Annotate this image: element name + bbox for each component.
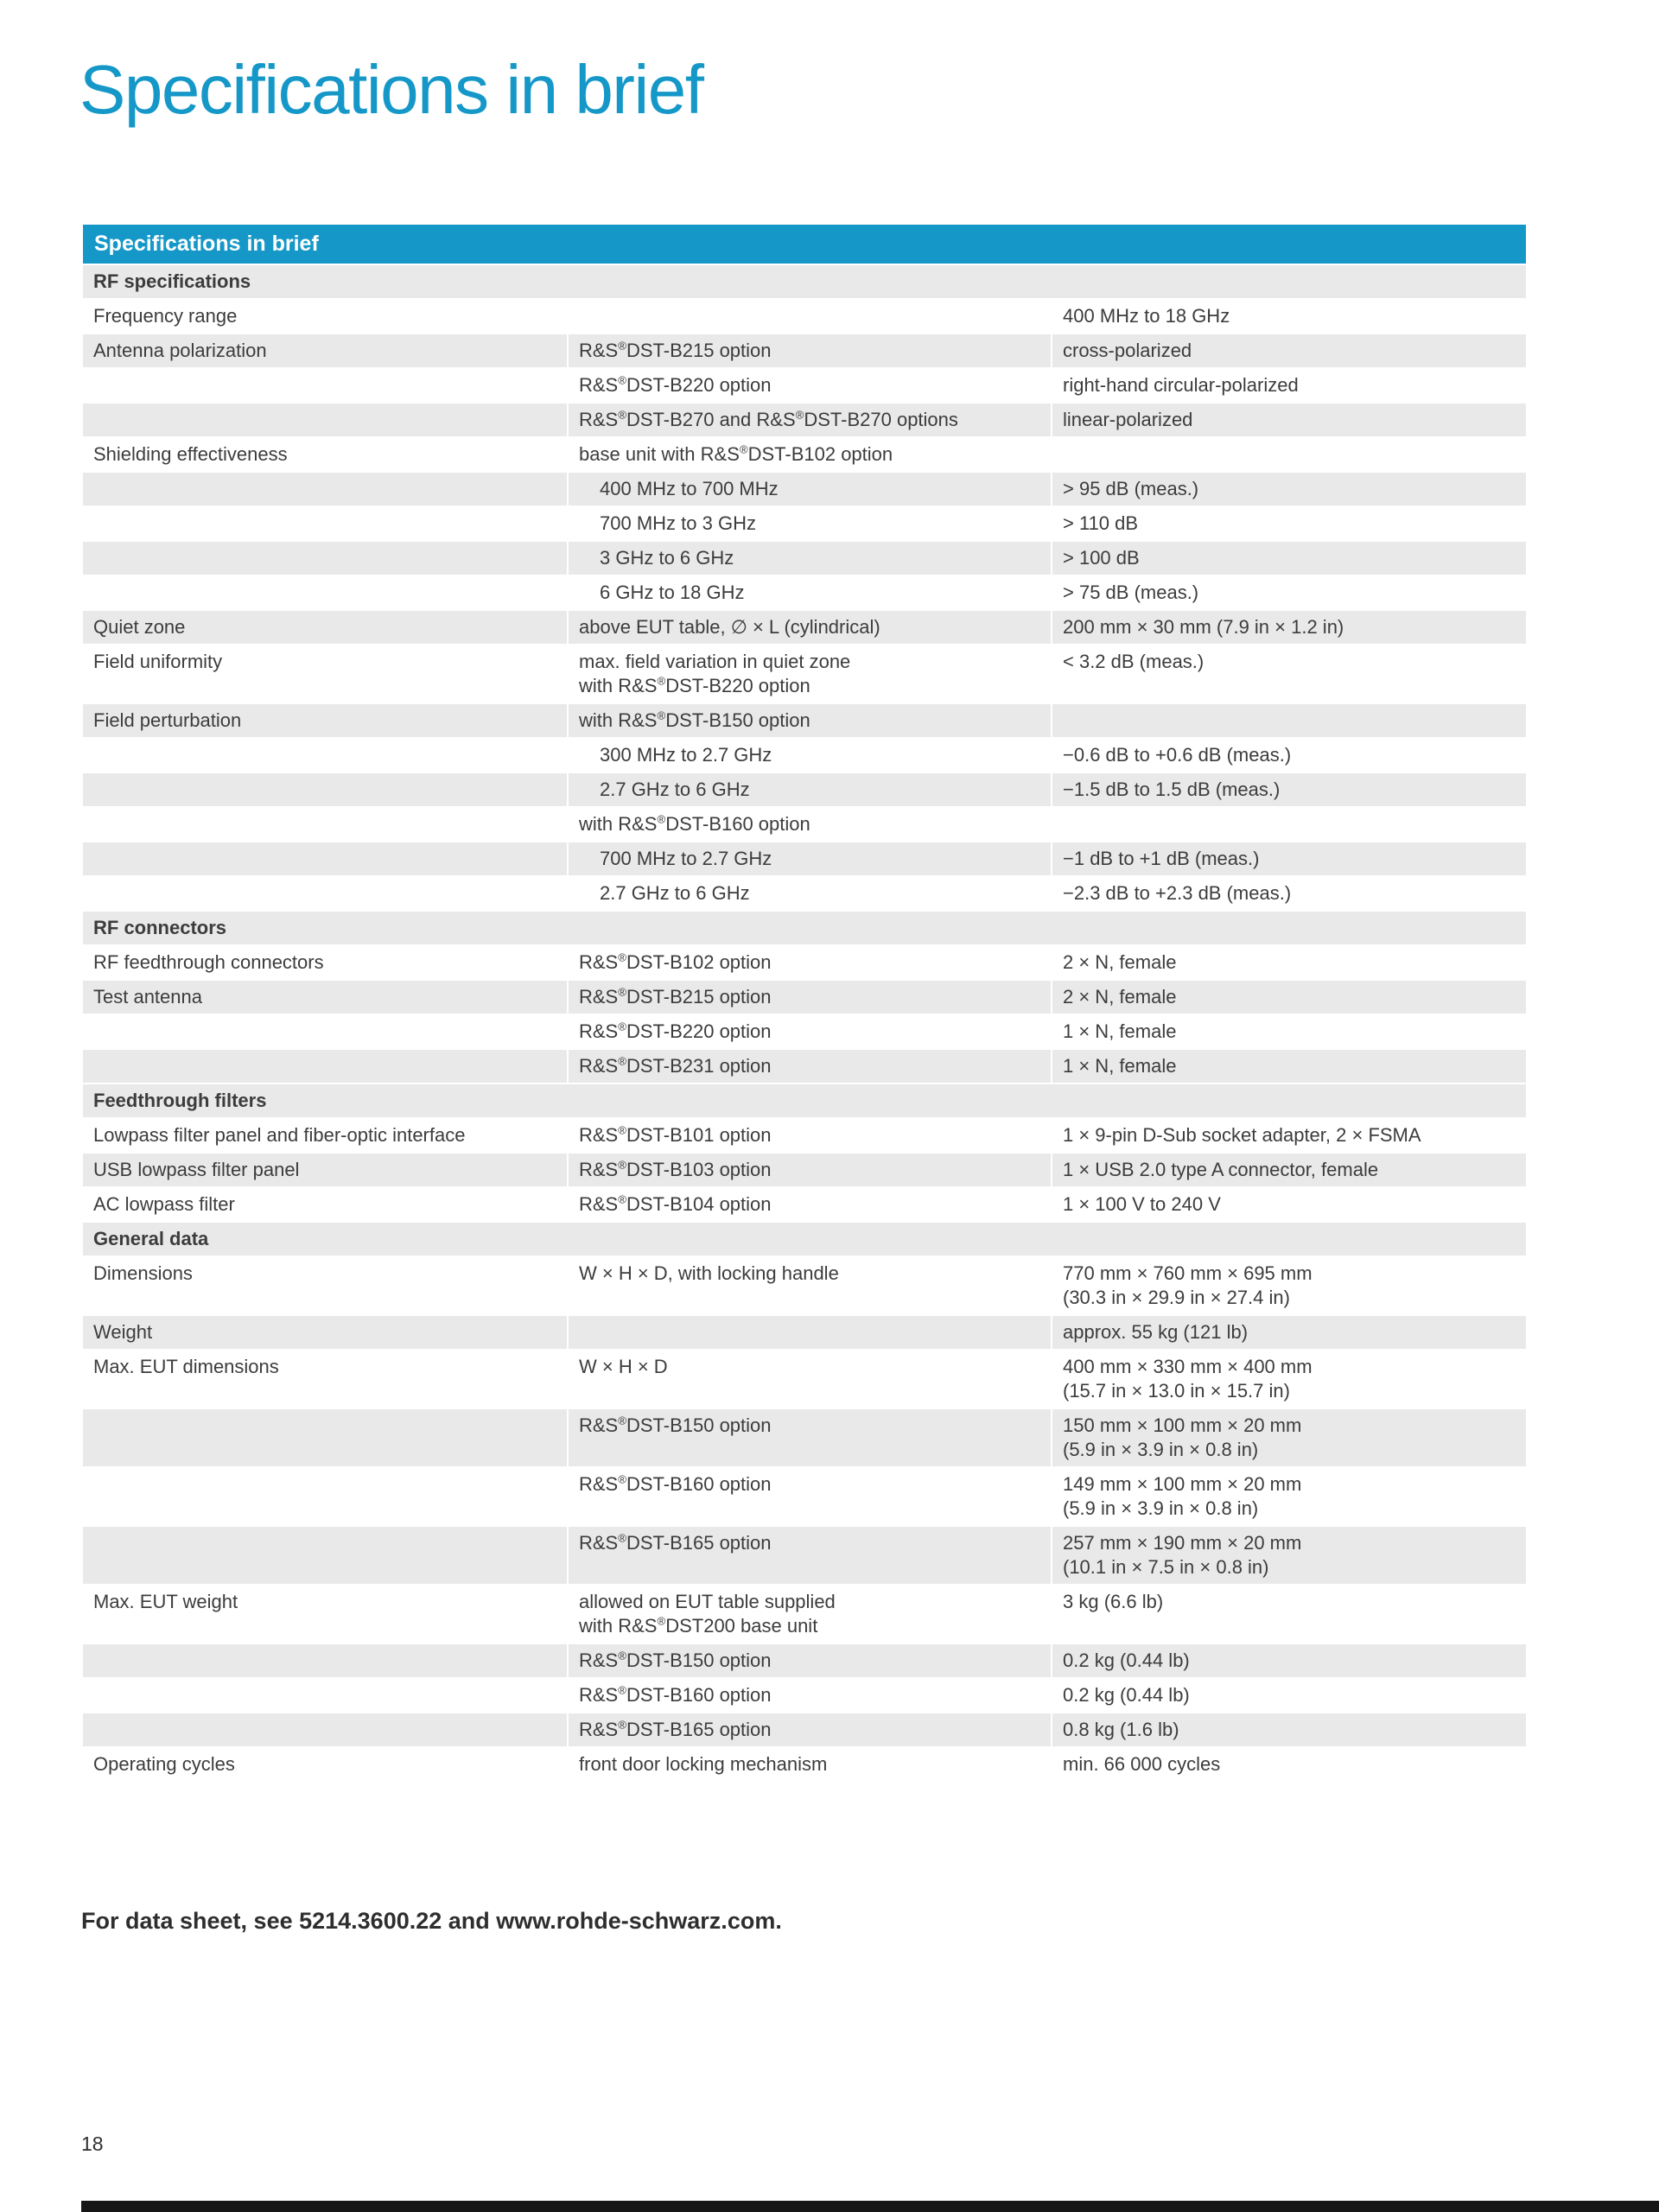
cell-condition: 2.7 GHz to 6 GHz xyxy=(568,876,1052,911)
cell-condition: 400 MHz to 700 MHz xyxy=(568,472,1052,506)
cell-value: 1 × 100 V to 240 V xyxy=(1052,1187,1527,1222)
table-row xyxy=(82,472,1527,506)
cell-condition: R&S®DST-B160 option xyxy=(568,1678,1052,1713)
cell-condition: R&S®DST-B160 option xyxy=(568,1467,1052,1526)
page-title: Specifications in brief xyxy=(79,51,703,128)
cell-condition xyxy=(568,299,1052,334)
cell-value: 3 kg (6.6 lb) xyxy=(1052,1585,1527,1643)
cell-parameter: Lowpass filter panel and fiber-optic interface xyxy=(82,1118,568,1153)
table-row xyxy=(82,1526,1527,1585)
cell-value: min. 66 000 cycles xyxy=(1052,1747,1527,1782)
table-row xyxy=(82,1256,1527,1315)
cell-value: 150 mm × 100 mm × 20 mm (5.9 in × 3.9 in × 0.8 in) xyxy=(1052,1408,1527,1467)
table-row xyxy=(82,334,1527,368)
cell-value: −1.5 dB to 1.5 dB (meas.) xyxy=(1052,772,1527,807)
cell-condition: R&S®DST-B150 option xyxy=(568,1408,1052,1467)
section-title: General data xyxy=(82,1222,1527,1256)
table-row xyxy=(82,437,1527,472)
table-row xyxy=(82,1408,1527,1467)
registered-mark: ® xyxy=(618,1718,626,1732)
cell-parameter: Shielding effectiveness xyxy=(82,437,568,472)
section-title: RF specifications xyxy=(82,264,1527,299)
cell-value: 770 mm × 760 mm × 695 mm (30.3 in × 29.9 in × 27.4 in) xyxy=(1052,1256,1527,1315)
cell-parameter xyxy=(82,807,568,842)
registered-mark: ® xyxy=(618,1020,626,1033)
cell-condition: R&S®DST-B215 option xyxy=(568,980,1052,1014)
cell-value: > 95 dB (meas.) xyxy=(1052,472,1527,506)
section-title: RF connectors xyxy=(82,911,1527,945)
cell-value: 2 × N, female xyxy=(1052,980,1527,1014)
table-row xyxy=(82,772,1527,807)
table-row xyxy=(82,980,1527,1014)
registered-mark: ® xyxy=(618,339,626,353)
cell-parameter xyxy=(82,1643,568,1678)
cell-value: 0.2 kg (0.44 lb) xyxy=(1052,1643,1527,1678)
cell-parameter xyxy=(82,1526,568,1585)
specifications-table xyxy=(81,223,1528,1783)
cell-condition: 2.7 GHz to 6 GHz xyxy=(568,772,1052,807)
registered-mark: ® xyxy=(618,1054,626,1068)
cell-parameter xyxy=(82,506,568,541)
cell-value: 200 mm × 30 mm (7.9 in × 1.2 in) xyxy=(1052,610,1527,645)
cell-parameter: USB lowpass filter panel xyxy=(82,1153,568,1187)
cell-value: 0.2 kg (0.44 lb) xyxy=(1052,1678,1527,1713)
cell-condition: 300 MHz to 2.7 GHz xyxy=(568,738,1052,772)
cell-parameter xyxy=(82,738,568,772)
cell-value: −2.3 dB to +2.3 dB (meas.) xyxy=(1052,876,1527,911)
cell-parameter xyxy=(82,1049,568,1084)
table-title-bar: Specifications in brief xyxy=(82,224,1527,264)
cell-value xyxy=(1052,807,1527,842)
table-row xyxy=(82,645,1527,703)
cell-value: > 100 dB xyxy=(1052,541,1527,575)
cell-value: 1 × N, female xyxy=(1052,1049,1527,1084)
cell-value: cross-polarized xyxy=(1052,334,1527,368)
registered-mark: ® xyxy=(618,373,626,387)
cell-parameter xyxy=(82,1408,568,1467)
table-row xyxy=(82,945,1527,980)
cell-parameter: Antenna polarization xyxy=(82,334,568,368)
registered-mark: ® xyxy=(657,1614,666,1628)
cell-condition: 3 GHz to 6 GHz xyxy=(568,541,1052,575)
cell-value: 1 × 9-pin D-Sub socket adapter, 2 × FSMA xyxy=(1052,1118,1527,1153)
cell-parameter xyxy=(82,772,568,807)
table-row xyxy=(82,1350,1527,1408)
cell-value: approx. 55 kg (121 lb) xyxy=(1052,1315,1527,1350)
cell-value: right-hand circular-polarized xyxy=(1052,368,1527,403)
cell-condition: front door locking mechanism xyxy=(568,1747,1052,1782)
cell-parameter: Field uniformity xyxy=(82,645,568,703)
registered-mark: ® xyxy=(618,1158,626,1172)
registered-mark: ® xyxy=(657,709,666,722)
cell-parameter xyxy=(82,541,568,575)
cell-value: 149 mm × 100 mm × 20 mm (5.9 in × 3.9 in × 0.8 in) xyxy=(1052,1467,1527,1526)
table-section-row xyxy=(82,264,1527,299)
registered-mark: ® xyxy=(618,1414,626,1427)
cell-condition: W × H × D, with locking handle xyxy=(568,1256,1052,1315)
table-row xyxy=(82,506,1527,541)
cell-parameter: Test antenna xyxy=(82,980,568,1014)
table-row xyxy=(82,1118,1527,1153)
cell-value: > 75 dB (meas.) xyxy=(1052,575,1527,610)
table-row xyxy=(82,575,1527,610)
registered-mark: ® xyxy=(618,1472,626,1486)
table-row xyxy=(82,738,1527,772)
table-row xyxy=(82,1585,1527,1643)
cell-value xyxy=(1052,437,1527,472)
registered-mark: ® xyxy=(618,1683,626,1697)
cell-parameter xyxy=(82,403,568,437)
cell-value: linear-polarized xyxy=(1052,403,1527,437)
table-row xyxy=(82,368,1527,403)
page-edge-bar xyxy=(81,2201,1659,2212)
cell-parameter xyxy=(82,575,568,610)
cell-parameter xyxy=(82,842,568,876)
cell-parameter: AC lowpass filter xyxy=(82,1187,568,1222)
cell-value: 400 MHz to 18 GHz xyxy=(1052,299,1527,334)
cell-parameter xyxy=(82,368,568,403)
registered-mark: ® xyxy=(618,1123,626,1137)
table-row xyxy=(82,1014,1527,1049)
cell-parameter: Field perturbation xyxy=(82,703,568,738)
cell-condition: R&S®DST-B220 option xyxy=(568,1014,1052,1049)
cell-parameter xyxy=(82,472,568,506)
cell-condition: R&S®DST-B220 option xyxy=(568,368,1052,403)
cell-condition: R&S®DST-B165 option xyxy=(568,1526,1052,1585)
registered-mark: ® xyxy=(618,408,626,422)
cell-value: < 3.2 dB (meas.) xyxy=(1052,645,1527,703)
cell-parameter: Max. EUT weight xyxy=(82,1585,568,1643)
table-section-row xyxy=(82,1084,1527,1118)
table-section-row xyxy=(82,1222,1527,1256)
cell-parameter: Dimensions xyxy=(82,1256,568,1315)
registered-mark: ® xyxy=(618,950,626,964)
cell-value: 2 × N, female xyxy=(1052,945,1527,980)
cell-parameter: Operating cycles xyxy=(82,1747,568,1782)
cell-value: 400 mm × 330 mm × 400 mm (15.7 in × 13.0 in × 15.7 in) xyxy=(1052,1350,1527,1408)
cell-condition: R&S®DST-B215 option xyxy=(568,334,1052,368)
table-body xyxy=(82,264,1527,1782)
table-row xyxy=(82,1678,1527,1713)
cell-condition: R&S®DST-B102 option xyxy=(568,945,1052,980)
cell-value: 1 × USB 2.0 type A connector, female xyxy=(1052,1153,1527,1187)
cell-condition: R&S®DST-B103 option xyxy=(568,1153,1052,1187)
table-row xyxy=(82,610,1527,645)
cell-value: −0.6 dB to +0.6 dB (meas.) xyxy=(1052,738,1527,772)
registered-mark: ® xyxy=(618,1192,626,1206)
cell-value: 257 mm × 190 mm × 20 mm (10.1 in × 7.5 in × 0.8 in) xyxy=(1052,1526,1527,1585)
cell-condition: R&S®DST-B231 option xyxy=(568,1049,1052,1084)
table-row xyxy=(82,703,1527,738)
registered-mark: ® xyxy=(618,985,626,999)
cell-value: 0.8 kg (1.6 lb) xyxy=(1052,1713,1527,1747)
cell-condition: max. field variation in quiet zone with R&S®DST-B220 option xyxy=(568,645,1052,703)
cell-condition: R&S®DST-B101 option xyxy=(568,1118,1052,1153)
cell-condition: above EUT table, ∅ × L (cylindrical) xyxy=(568,610,1052,645)
cell-value: 1 × N, female xyxy=(1052,1014,1527,1049)
cell-parameter: Quiet zone xyxy=(82,610,568,645)
cell-parameter xyxy=(82,1467,568,1526)
table-row xyxy=(82,1747,1527,1782)
cell-condition: base unit with R&S®DST-B102 option xyxy=(568,437,1052,472)
registered-mark: ® xyxy=(795,408,804,422)
cell-parameter: RF feedthrough connectors xyxy=(82,945,568,980)
cell-parameter: Frequency range xyxy=(82,299,568,334)
cell-parameter: Weight xyxy=(82,1315,568,1350)
page-number: 18 xyxy=(81,2133,104,2155)
table-row xyxy=(82,807,1527,842)
cell-parameter xyxy=(82,876,568,911)
registered-mark: ® xyxy=(618,1531,626,1545)
cell-condition: R&S®DST-B165 option xyxy=(568,1713,1052,1747)
cell-parameter xyxy=(82,1014,568,1049)
table-title-row xyxy=(82,224,1527,264)
table-row xyxy=(82,1713,1527,1747)
cell-condition: R&S®DST-B270 and R&S®DST-B270 options xyxy=(568,403,1052,437)
table-row xyxy=(82,1049,1527,1084)
table-row xyxy=(82,299,1527,334)
cell-parameter xyxy=(82,1713,568,1747)
cell-condition: with R&S®DST-B160 option xyxy=(568,807,1052,842)
table-row xyxy=(82,876,1527,911)
cell-value xyxy=(1052,703,1527,738)
table-row xyxy=(82,403,1527,437)
cell-condition: 700 MHz to 3 GHz xyxy=(568,506,1052,541)
table-row xyxy=(82,1467,1527,1526)
table-section-row xyxy=(82,911,1527,945)
cell-condition: with R&S®DST-B150 option xyxy=(568,703,1052,738)
cell-parameter: Max. EUT dimensions xyxy=(82,1350,568,1408)
cell-condition: 700 MHz to 2.7 GHz xyxy=(568,842,1052,876)
table-row xyxy=(82,1187,1527,1222)
registered-mark: ® xyxy=(657,674,666,688)
cell-condition: 6 GHz to 18 GHz xyxy=(568,575,1052,610)
cell-value: −1 dB to +1 dB (meas.) xyxy=(1052,842,1527,876)
table-row xyxy=(82,1315,1527,1350)
table-row xyxy=(82,541,1527,575)
section-title: Feedthrough filters xyxy=(82,1084,1527,1118)
table-row xyxy=(82,1153,1527,1187)
table-row xyxy=(82,1643,1527,1678)
table-row xyxy=(82,842,1527,876)
cell-value: > 110 dB xyxy=(1052,506,1527,541)
datasheet-reference: For data sheet, see 5214.3600.22 and www.rohde-schwarz.com. xyxy=(81,1908,782,1934)
cell-parameter xyxy=(82,1678,568,1713)
cell-condition: allowed on EUT table supplied with R&S®DST200 base unit xyxy=(568,1585,1052,1643)
registered-mark: ® xyxy=(739,442,748,456)
cell-condition: R&S®DST-B150 option xyxy=(568,1643,1052,1678)
registered-mark: ® xyxy=(657,812,666,826)
cell-condition xyxy=(568,1315,1052,1350)
registered-mark: ® xyxy=(618,1649,626,1662)
cell-condition: W × H × D xyxy=(568,1350,1052,1408)
cell-condition: R&S®DST-B104 option xyxy=(568,1187,1052,1222)
